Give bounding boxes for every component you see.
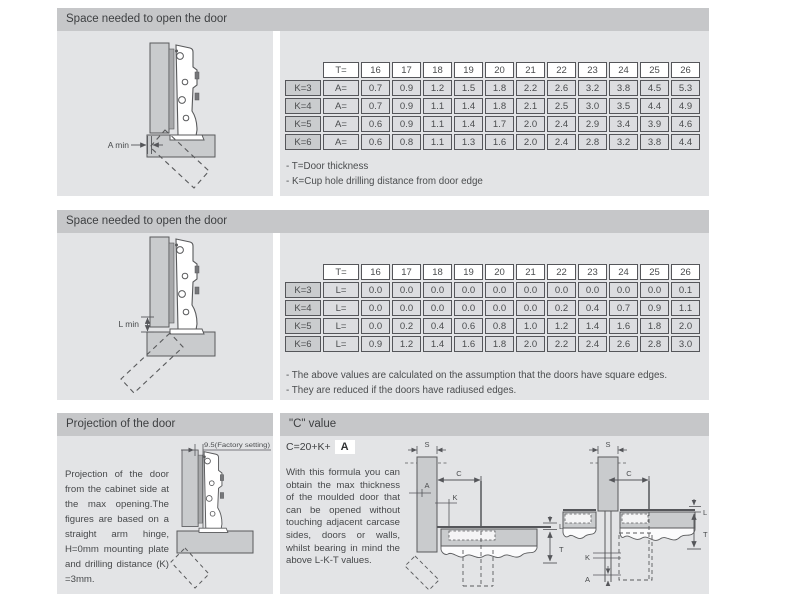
note-square-edges: - The above values are calculated on the assumption that the doors have square edges. xyxy=(286,370,668,381)
value-cell: 2.4 xyxy=(547,134,576,150)
a-label: A xyxy=(424,481,430,490)
section-space-needed-a xyxy=(57,8,709,196)
value-cell: 3.0 xyxy=(578,98,607,114)
value-cell: 0.6 xyxy=(361,134,390,150)
value-cell: 0.0 xyxy=(485,282,514,298)
value-cell: 3.2 xyxy=(578,80,607,96)
value-cell: 0.0 xyxy=(609,282,638,298)
value-cell: 3.9 xyxy=(640,116,669,132)
thickness-value-cell: 16 xyxy=(361,62,390,78)
cabinet-panel xyxy=(147,332,215,356)
value-cell: 0.0 xyxy=(392,282,421,298)
value-cell: 1.5 xyxy=(454,80,483,96)
value-cell: 1.2 xyxy=(547,318,576,334)
diagram-centre-divider xyxy=(563,440,708,586)
thickness-value-cell: 17 xyxy=(392,62,421,78)
a-min-label: A min xyxy=(107,140,129,150)
thickness-value-cell: 21 xyxy=(516,62,545,78)
value-cell: 1.4 xyxy=(454,116,483,132)
cabinet-panel xyxy=(177,531,253,553)
value-cell: 2.0 xyxy=(516,336,545,352)
value-cell: 3.4 xyxy=(609,116,638,132)
value-cell: 2.9 xyxy=(578,116,607,132)
section-header: Space needed to open the door xyxy=(57,210,709,233)
thickness-value-cell: 22 xyxy=(547,264,576,280)
value-cell: 0.1 xyxy=(671,282,700,298)
value-cell: 0.9 xyxy=(392,98,421,114)
value-cell: 0.2 xyxy=(547,300,576,316)
section-header: Projection of the door xyxy=(57,413,273,436)
table-row xyxy=(285,282,700,298)
factory-setting-label: 9.5(Factory setting) xyxy=(204,442,270,449)
k-label: K xyxy=(452,493,458,502)
table-row xyxy=(285,116,700,132)
l-min-label: L min xyxy=(118,319,139,329)
value-cell: 2.6 xyxy=(609,336,638,352)
value-cell: 3.0 xyxy=(671,336,700,352)
value-cell: 0.9 xyxy=(392,116,421,132)
table-corner xyxy=(285,62,321,78)
thickness-value-cell: 23 xyxy=(578,62,607,78)
value-cell: 0.0 xyxy=(454,300,483,316)
s-label: S xyxy=(605,440,611,449)
thickness-value-cell: 19 xyxy=(454,62,483,78)
value-cell: 4.9 xyxy=(671,98,700,114)
value-cell: 0.4 xyxy=(423,318,452,334)
value-cell: 0.0 xyxy=(485,300,514,316)
thickness-value-cell: 20 xyxy=(485,264,514,280)
var-cell: L= xyxy=(323,282,359,298)
a-values-table xyxy=(283,60,702,152)
c-value-panel xyxy=(280,413,709,594)
l-values-panel xyxy=(280,233,709,400)
section-space-needed-l xyxy=(57,210,709,400)
projection-panel xyxy=(57,413,273,594)
value-cell: 3.2 xyxy=(609,134,638,150)
var-cell: L= xyxy=(323,336,359,352)
thickness-value-cell: 24 xyxy=(609,264,638,280)
thickness-value-cell: 21 xyxy=(516,264,545,280)
value-cell: 0.0 xyxy=(423,300,452,316)
thickness-value-cell: 19 xyxy=(454,264,483,280)
var-cell: A= xyxy=(323,98,359,114)
thickness-value-cell: 22 xyxy=(547,62,576,78)
var-cell: A= xyxy=(323,80,359,96)
value-cell: 2.8 xyxy=(578,134,607,150)
value-cell: 1.8 xyxy=(485,336,514,352)
value-cell: 1.1 xyxy=(423,116,452,132)
value-cell: 1.8 xyxy=(485,98,514,114)
a-values-panel xyxy=(280,31,709,196)
k-cell: K=6 xyxy=(285,336,321,352)
value-cell: 1.0 xyxy=(516,318,545,334)
value-cell: 1.1 xyxy=(423,134,452,150)
value-cell: 0.4 xyxy=(578,300,607,316)
note-t-thickness: - T=Door thickness xyxy=(286,161,369,172)
value-cell: 0.0 xyxy=(361,318,390,334)
section-header: "C" value xyxy=(280,413,709,436)
thickness-value-cell: 24 xyxy=(609,62,638,78)
value-cell: 2.0 xyxy=(516,116,545,132)
k-cell: K=6 xyxy=(285,134,321,150)
table-header-row xyxy=(285,62,700,78)
table-corner xyxy=(285,264,321,280)
k-cell: K=3 xyxy=(285,80,321,96)
formula-text: C=20+K+ xyxy=(286,441,331,453)
t-label: T xyxy=(703,530,708,539)
k-cell: K=5 xyxy=(285,318,321,334)
thickness-header-cell: T= xyxy=(323,62,359,78)
projection-description: Projection of the door from the cabinet side at the max opening.The figures are based on a straight arm hinge, H=0mm mounting plate and drilling distance (K) =3mm. xyxy=(65,469,169,585)
value-cell: 0.0 xyxy=(578,282,607,298)
thickness-value-cell: 25 xyxy=(640,264,669,280)
value-cell: 0.0 xyxy=(516,282,545,298)
value-cell: 1.8 xyxy=(640,318,669,334)
table-row xyxy=(285,300,700,316)
k-label: K xyxy=(584,553,590,562)
value-cell: 1.8 xyxy=(485,80,514,96)
thickness-value-cell: 25 xyxy=(640,62,669,78)
value-cell: 1.4 xyxy=(454,98,483,114)
hinge-and-door xyxy=(150,237,204,334)
c-value-description: With this formula you can obtain the max thickness of the moulded door that can be opened without touching adjacent carcase sides, doors or walls, whilst bearing in mind the above L-K-T values. xyxy=(286,467,400,567)
value-cell: 0.7 xyxy=(361,80,390,96)
open-door-dashed-outline xyxy=(171,548,209,588)
hinge-cross-section-diagram-l xyxy=(57,233,273,400)
var-cell: L= xyxy=(323,300,359,316)
thickness-value-cell: 23 xyxy=(578,264,607,280)
value-cell: 0.0 xyxy=(361,300,390,316)
value-cell: 1.6 xyxy=(485,134,514,150)
value-cell: 1.2 xyxy=(392,336,421,352)
a-label: A xyxy=(584,575,590,584)
thickness-value-cell: 17 xyxy=(392,264,421,280)
value-cell: 1.6 xyxy=(454,336,483,352)
thickness-value-cell: 18 xyxy=(423,264,452,280)
thickness-value-cell: 26 xyxy=(671,62,700,78)
value-cell: 4.4 xyxy=(671,134,700,150)
value-cell: 4.4 xyxy=(640,98,669,114)
t-label: T xyxy=(559,545,564,554)
c-label: C xyxy=(626,469,632,478)
value-cell: 1.4 xyxy=(578,318,607,334)
thickness-value-cell: 16 xyxy=(361,264,390,280)
k-cell: K=3 xyxy=(285,282,321,298)
value-cell: 0.6 xyxy=(454,318,483,334)
k-cell: K=4 xyxy=(285,300,321,316)
table-row xyxy=(285,98,700,114)
value-cell: 4.6 xyxy=(671,116,700,132)
value-cell: 0.8 xyxy=(485,318,514,334)
table-header-row xyxy=(285,264,700,280)
l-values-table xyxy=(283,262,702,354)
var-cell: A= xyxy=(323,116,359,132)
table-row xyxy=(285,80,700,96)
value-cell: 1.7 xyxy=(485,116,514,132)
projection-body xyxy=(57,436,273,594)
value-cell: 0.0 xyxy=(640,282,669,298)
value-cell: 0.0 xyxy=(392,300,421,316)
value-cell: 0.0 xyxy=(516,300,545,316)
var-cell: A= xyxy=(323,134,359,150)
c-value-diagrams xyxy=(405,436,709,594)
section-header: Space needed to open the door xyxy=(57,8,709,31)
value-cell: 0.7 xyxy=(361,98,390,114)
value-cell: 0.9 xyxy=(392,80,421,96)
value-cell: 0.8 xyxy=(392,134,421,150)
value-cell: 3.5 xyxy=(609,98,638,114)
hinge-cross-section-diagram-a xyxy=(57,31,273,196)
k-cell: K=5 xyxy=(285,116,321,132)
value-cell: 2.2 xyxy=(516,80,545,96)
k-cell: K=4 xyxy=(285,98,321,114)
l-label: L xyxy=(703,508,708,517)
value-cell: 2.4 xyxy=(578,336,607,352)
note-radiused-edges: - They are reduced if the doors have radiused edges. xyxy=(286,385,517,396)
c-value-formula xyxy=(286,440,355,454)
value-cell: 2.8 xyxy=(640,336,669,352)
value-cell: 3.8 xyxy=(609,80,638,96)
note-k-distance: - K=Cup hole drilling distance from door edge xyxy=(286,176,483,187)
value-cell: 0.7 xyxy=(609,300,638,316)
value-cell: 1.6 xyxy=(609,318,638,334)
hinge-and-door xyxy=(182,450,228,532)
value-cell: 2.0 xyxy=(671,318,700,334)
value-cell: 1.1 xyxy=(671,300,700,316)
s-label: S xyxy=(424,440,430,449)
c-label: C xyxy=(456,469,462,478)
value-cell: 2.4 xyxy=(547,116,576,132)
thickness-value-cell: 26 xyxy=(671,264,700,280)
value-cell: 0.0 xyxy=(547,282,576,298)
var-cell: L= xyxy=(323,318,359,334)
section-body xyxy=(57,31,709,196)
value-cell: 0.6 xyxy=(361,116,390,132)
thickness-value-cell: 18 xyxy=(423,62,452,78)
value-cell: 3.8 xyxy=(640,134,669,150)
value-cell: 4.5 xyxy=(640,80,669,96)
table-row xyxy=(285,336,700,352)
value-cell: 1.3 xyxy=(454,134,483,150)
value-cell: 0.9 xyxy=(361,336,390,352)
value-cell: 2.1 xyxy=(516,98,545,114)
thickness-value-cell: 20 xyxy=(485,62,514,78)
value-cell: 0.9 xyxy=(640,300,669,316)
value-cell: 2.0 xyxy=(516,134,545,150)
value-cell: 5.3 xyxy=(671,80,700,96)
hinge-and-door xyxy=(150,43,204,140)
value-cell: 0.0 xyxy=(454,282,483,298)
value-cell: 0.0 xyxy=(361,282,390,298)
table-row xyxy=(285,318,700,334)
value-cell: 2.5 xyxy=(547,98,576,114)
c-value-body xyxy=(280,436,709,594)
table-row xyxy=(285,134,700,150)
thickness-header-cell: T= xyxy=(323,264,359,280)
value-cell: 2.2 xyxy=(547,336,576,352)
l-label: L xyxy=(559,522,564,531)
hinge-diagram-panel-l xyxy=(57,233,273,400)
hinge-diagram-panel-a xyxy=(57,31,273,196)
value-cell: 0.2 xyxy=(392,318,421,334)
value-cell: 2.6 xyxy=(547,80,576,96)
formula-a-box: A xyxy=(335,440,355,454)
value-cell: 1.2 xyxy=(423,80,452,96)
value-cell: 1.1 xyxy=(423,98,452,114)
value-cell: 0.0 xyxy=(423,282,452,298)
diagram-side-panel xyxy=(405,440,564,590)
value-cell: 1.4 xyxy=(423,336,452,352)
section-body xyxy=(57,233,709,400)
